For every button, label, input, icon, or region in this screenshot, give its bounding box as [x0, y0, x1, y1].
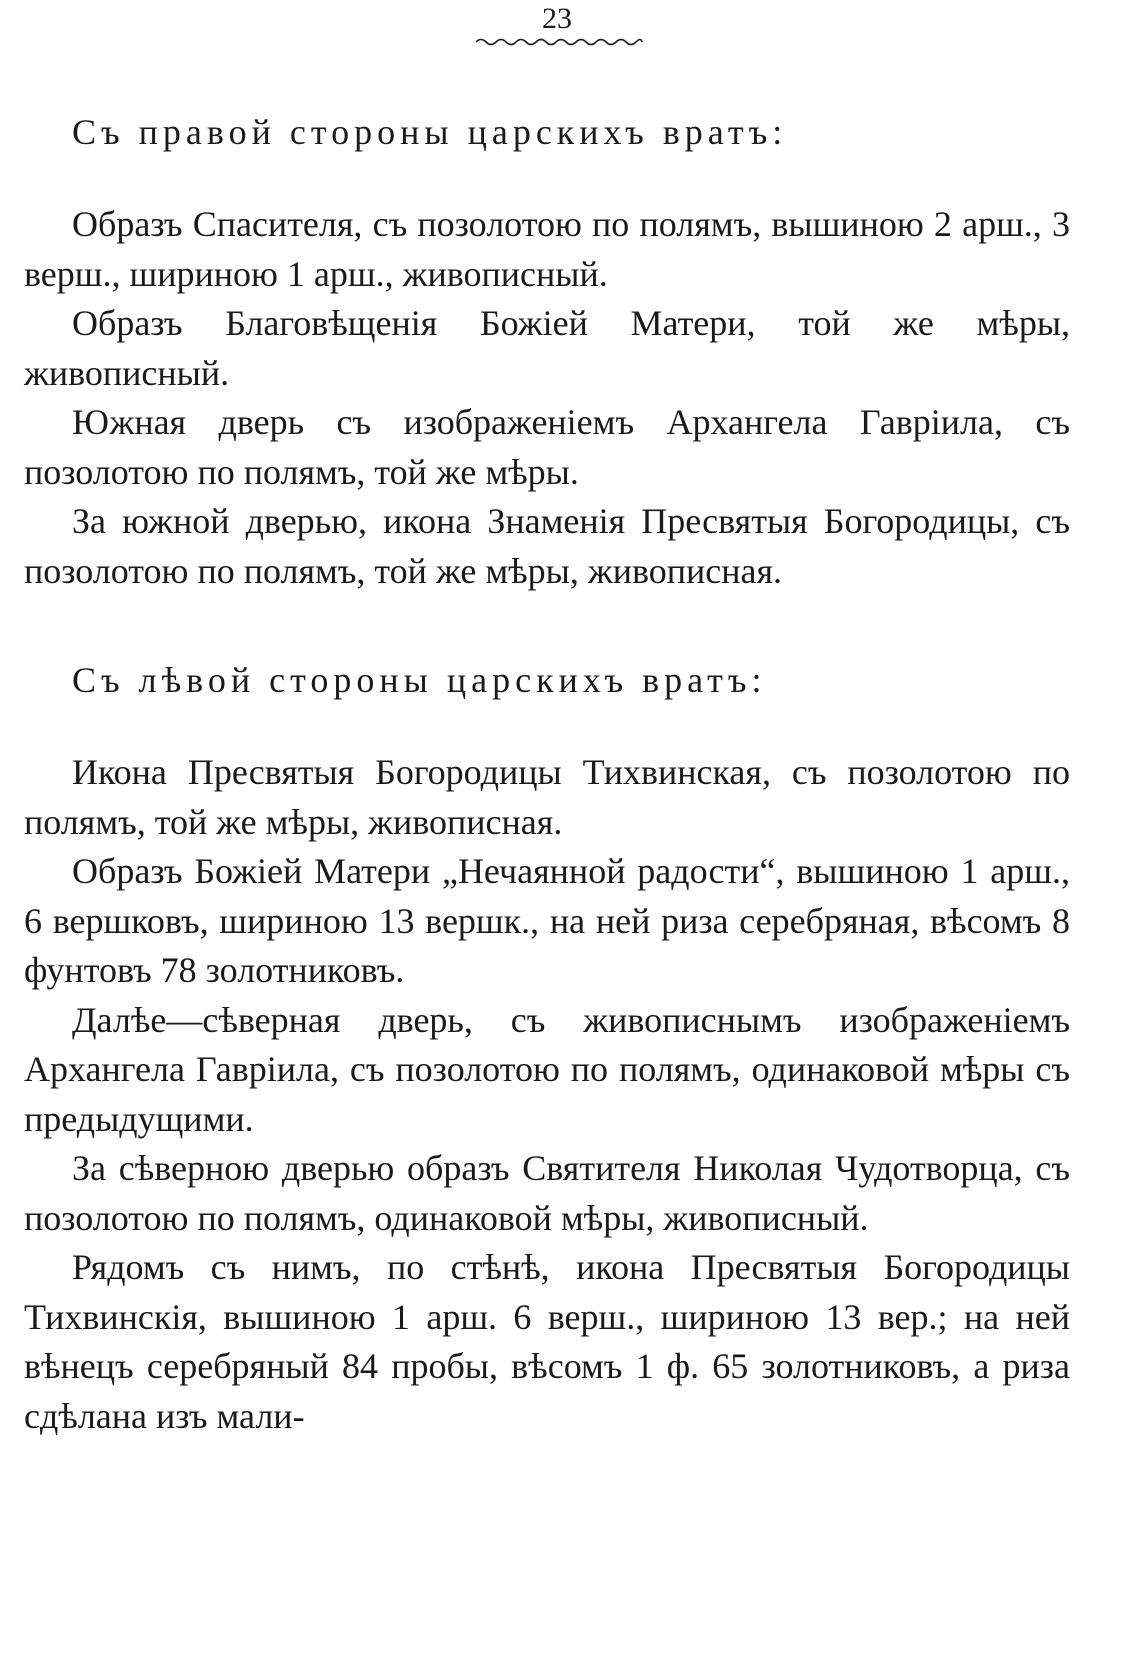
- section-heading-right-side: Съ правой стороны царскихъ вратъ:: [72, 112, 788, 152]
- paragraph: Образъ Благовѣщенія Божіей Матери, той же мѣры, живописный.: [24, 303, 1070, 393]
- paragraph: Далѣе—сѣверная дверь, съ живописнымъ изображеніемъ Архангела Гавріила, съ позолотою по полямъ, одинаковой мѣры съ предыдущими.: [24, 999, 1070, 1139]
- section-heading-left-side: Съ лѣвой стороны царскихъ вратъ:: [72, 660, 767, 700]
- paragraph: Образъ Божіей Матери „Нечаянной радости“, вышиною 1 арш., 6 вершковъ, шириною 13 вершк., на ней риза серебряная, вѣсомъ 8 фунтовъ 78 золотниковъ.: [24, 851, 1070, 990]
- paragraph: Образъ Спасителя, съ позолотою по полямъ, вышиною 2 арш., 3 верш., шириною 1 арш., живописный.: [24, 204, 1070, 294]
- page-number: 23: [542, 2, 572, 35]
- paragraph: Рядомъ съ нимъ, по стѣнѣ, икона Пресвятыя Богородицы Тихвинскія, вышиною 1 арш. 6 верш., шириною 13 вер.; на ней вѣнецъ серебряный 84 пробы, вѣсомъ 1 ф. 65 золотниковъ, а риза сдѣлана изъ мали-: [24, 1247, 1070, 1436]
- page-header: [24, 0, 1070, 48]
- paragraph: За южной дверью, икона Знаменія Пресвятыя Богородицы, съ позолотою по полямъ, той же мѣры, живописная.: [24, 501, 1070, 591]
- wavy-rule-ornament: [474, 36, 644, 48]
- paragraph: За сѣверною дверью образъ Святителя Николая Чудотворца, съ позолотою по полямъ, одинаковой мѣры, живописный.: [24, 1148, 1070, 1238]
- section-body-left-side: [24, 748, 1070, 1441]
- paragraph: Южная дверь съ изображеніемъ Архангела Гавріила, съ позолотою по полямъ, той же мѣры.: [24, 402, 1070, 492]
- paragraph: Икона Пресвятыя Богородицы Тихвинская, съ позолотою по полямъ, той же мѣры, живописная.: [24, 752, 1070, 842]
- section-body-right-side: [24, 200, 1070, 596]
